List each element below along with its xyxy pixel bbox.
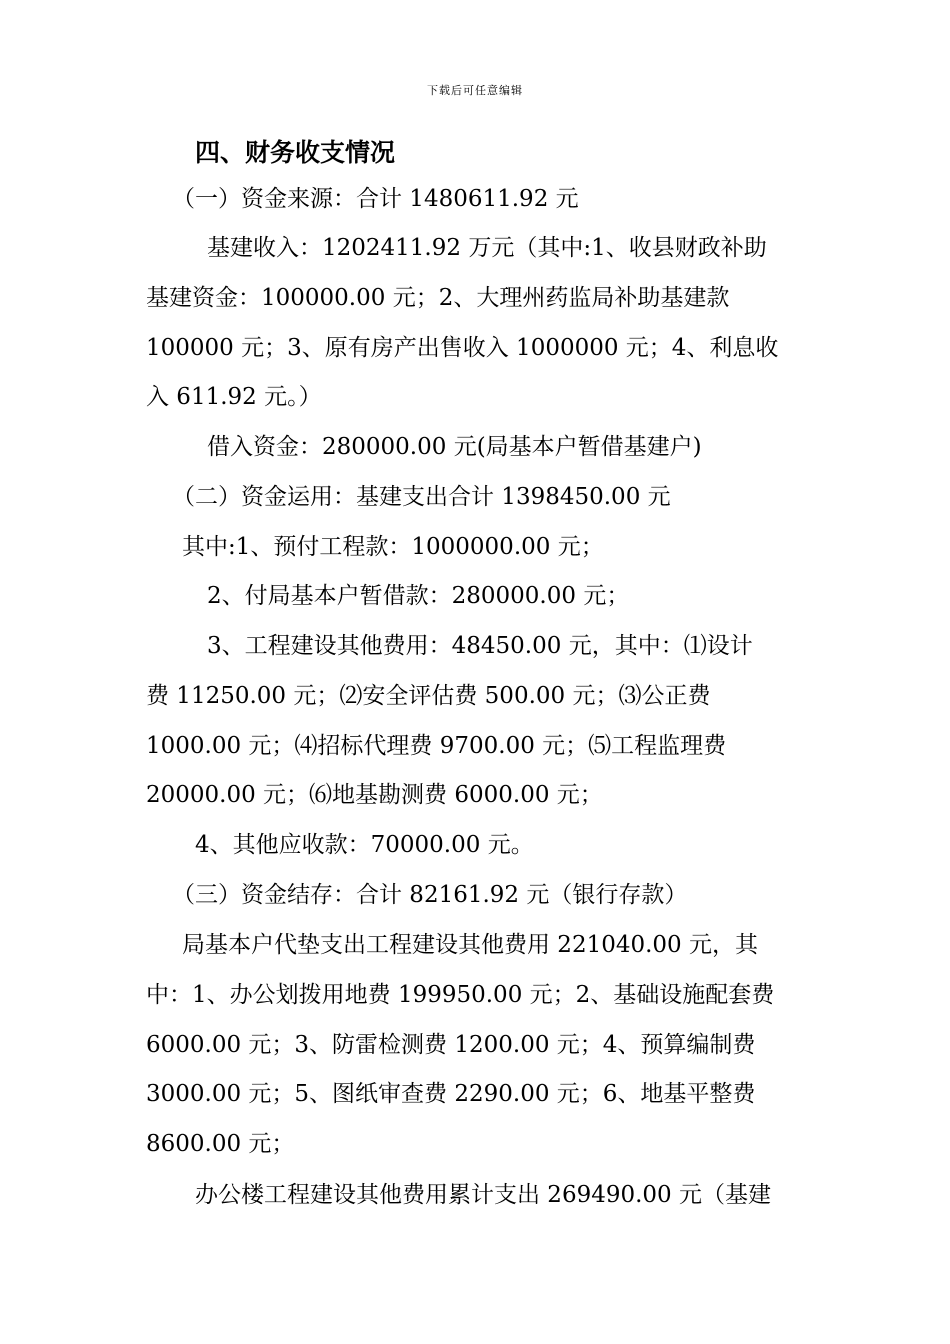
paragraph-line: （二）资金运用：基建支出合计 1398450.00 元 [172, 484, 671, 510]
paragraph-line: 6000.00 元；3、防雷检测费 1200.00 元；4、预算编制费 [146, 1032, 756, 1058]
paragraph-line: 1000.00 元；⑷招标代理费 9700.00 元；⑸工程监理费 [146, 733, 727, 759]
paragraph-line: 基建资金：100000.00 元；2、大理州药监局补助基建款 [146, 285, 730, 311]
paragraph-line: 借入资金：280000.00 元(局基本户暂借基建户) [207, 434, 702, 460]
paragraph-line: 费 11250.00 元；⑵安全评估费 500.00 元；⑶公正费 [146, 683, 711, 709]
paragraph-line: 中：1、办公划拨用地费 199950.00 元；2、基础设施配套费 [146, 982, 775, 1008]
paragraph-line: 100000 元；3、原有房产出售收入 1000000 元；4、利息收 [146, 335, 779, 361]
paragraph-line: 入 611.92 元。） [146, 384, 322, 410]
paragraph-line: 20000.00 元；⑹地基勘测费 6000.00 元； [146, 782, 603, 808]
paragraph-line: 局基本户代垫支出工程建设其他费用 221040.00 元，其 [182, 932, 758, 958]
section-title: 四、财务收支情况 [195, 138, 396, 167]
paragraph-line: （三）资金结存：合计 82161.92 元（银行存款） [172, 882, 688, 908]
page-header-note: 下载后可任意编辑 [427, 84, 523, 97]
paragraph-line: 8600.00 元； [146, 1131, 295, 1157]
paragraph-line: 办公楼工程建设其他费用累计支出 269490.00 元（基建 [195, 1182, 771, 1208]
paragraph-line: 2、付局基本户暂借款：280000.00 元； [207, 583, 630, 609]
paragraph-line: （一）资金来源：合计 1480611.92 元 [172, 186, 579, 212]
paragraph-line: 基建收入：1202411.92 万元（其中:1、收县财政补助 [207, 235, 767, 261]
paragraph-line: 3、工程建设其他费用：48450.00 元，其中：⑴设计 [207, 633, 753, 659]
paragraph-line: 其中:1、预付工程款：1000000.00 元； [182, 534, 604, 560]
paragraph-line: 3000.00 元；5、图纸审查费 2290.00 元；6、地基平整费 [146, 1081, 756, 1107]
paragraph-line: 4、其他应收款：70000.00 元。 [195, 832, 534, 858]
